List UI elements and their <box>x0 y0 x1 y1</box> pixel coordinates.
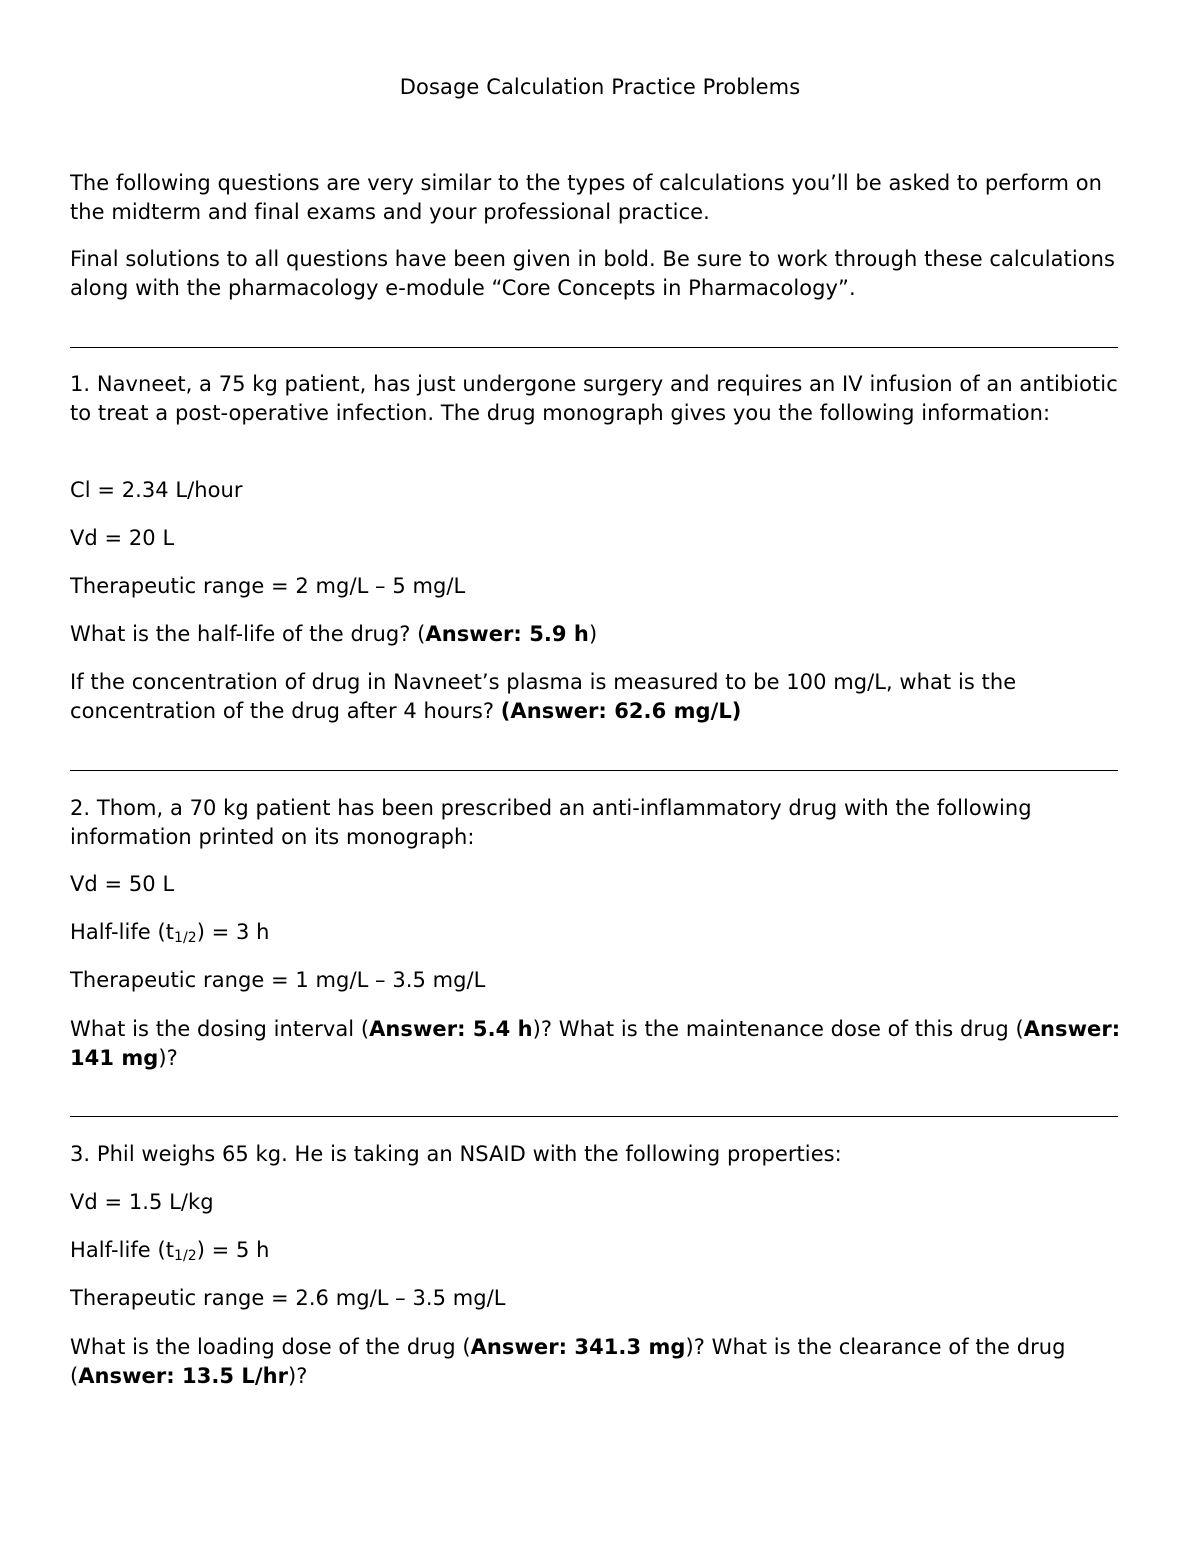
question-2-half-life: Half-life $(t_{1/2}) = 3$ h <box>70 920 270 946</box>
document-title: Dosage Calculation Practice Problems <box>399 75 801 99</box>
answer-text: Answer: 141 mg <box>70 1017 1121 1070</box>
section-divider <box>70 347 1118 348</box>
question-2-volume: Vd = 50 L <box>70 872 175 896</box>
question-2-stem: 2. Thom, a 70 kg patient has been prescribed an anti-inflammatory drug with the following information printed on its monograph: <box>70 796 1032 849</box>
answer-text: (Answer: 62.6 mg/L) <box>500 698 742 723</box>
question-3-half-life: Half-life $(t_{1/2}) = 5$ h <box>70 1238 270 1264</box>
intro-paragraph-1: The following questions are very similar to the types of calculations you’ll be asked to perform on the midterm and final exams and your professional practice. <box>70 171 1103 224</box>
question-1-stem: 1. Navneet, a 75 kg patient, has just undergone surgery and requires an IV infusion of an antibiotic to treat a post-operative infection. The drug monograph gives you the following information: <box>70 372 1118 425</box>
question-3-question: What is the loading dose of the drug (Answer: 341.3 mg)? What is the clearance of the drug (Answer: 13.5 L/hr)? <box>70 1335 1066 1388</box>
question-3-therapeutic-range: Therapeutic range = 2.6 mg/L – 3.5 mg/L <box>70 1286 506 1310</box>
question-1-part-a: What is the half-life of the drug? (Answer: 5.9 h) <box>70 622 598 646</box>
answer-text: Answer: 13.5 L/hr <box>78 1363 288 1388</box>
intro-paragraph-2: Final solutions to all questions have been given in bold. Be sure to work through these calculations along with the pharmacology e-module “Core Concepts in Pharmacology”. <box>70 247 1115 300</box>
question-1-part-b: If the concentration of drug in Navneet’s plasma is measured to be 100 mg/L, what is the concentration of the drug after 4 hours? (Answer: 62.6 mg/L) <box>70 670 1017 723</box>
answer-text: Answer: 5.9 h <box>425 622 589 646</box>
answer-text: Answer: 5.4 h <box>369 1017 533 1041</box>
question-1-volume: Vd = 20 L <box>70 526 175 550</box>
question-1-therapeutic-range: Therapeutic range = 2 mg/L – 5 mg/L <box>70 574 466 598</box>
section-divider <box>70 1116 1118 1117</box>
question-3-volume: Vd = 1.5 L/kg <box>70 1190 214 1214</box>
question-2-therapeutic-range: Therapeutic range = 1 mg/L – 3.5 mg/L <box>70 968 486 992</box>
section-divider <box>70 770 1118 771</box>
question-3-stem: 3. Phil weighs 65 kg. He is taking an NSAID with the following properties: <box>70 1142 842 1166</box>
question-2-question: What is the dosing interval (Answer: 5.4 h)? What is the maintenance dose of this drug (Answer: 141 mg)? <box>70 1017 1121 1070</box>
answer-text: Answer: 341.3 mg <box>470 1335 686 1359</box>
question-1-clearance: Cl = 2.34 L/hour <box>70 478 243 502</box>
